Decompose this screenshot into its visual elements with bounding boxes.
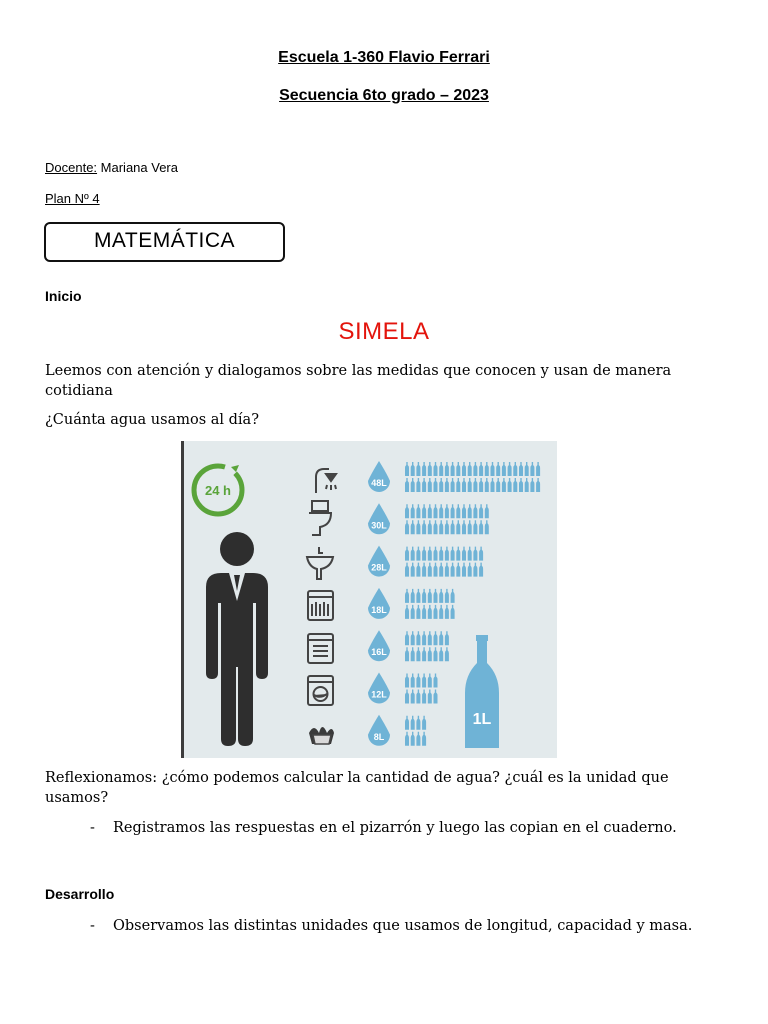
simela-heading: SIMELA bbox=[338, 318, 430, 345]
clock-label: 24 h bbox=[204, 483, 232, 498]
plan-number: Plan Nº 4 bbox=[45, 191, 100, 206]
drop-label: 28L bbox=[371, 562, 387, 573]
bottle-label: 1L bbox=[472, 711, 492, 728]
drop-label: 16L bbox=[371, 647, 387, 658]
bullet-registramos bbox=[90, 818, 677, 838]
teacher-line bbox=[45, 160, 178, 175]
drop-label: 12L bbox=[371, 689, 387, 700]
bullet-observamos bbox=[90, 916, 692, 936]
teacher-name: Mariana Vera bbox=[100, 160, 178, 175]
school-title: Escuela 1-360 Flavio Ferrari bbox=[278, 49, 490, 66]
water-usage-infographic bbox=[181, 441, 557, 758]
question-paragraph: ¿Cuánta agua usamos al día? bbox=[45, 412, 259, 428]
section-inicio: Inicio bbox=[45, 288, 82, 304]
teacher-label: Docente: bbox=[45, 160, 98, 175]
photo-edge-left bbox=[181, 441, 184, 758]
subject-title: MATEMÁTICA bbox=[93, 229, 236, 252]
section-desarrollo: Desarrollo bbox=[45, 886, 115, 902]
drop-label: 18L bbox=[371, 604, 387, 615]
bullet-text: Registramos las respuestas en el pizarrón y luego las copian en el cuaderno. bbox=[113, 820, 677, 836]
plant-icon bbox=[309, 727, 334, 744]
drop-label: 48L bbox=[371, 478, 387, 488]
drop-label: 30L bbox=[371, 520, 387, 531]
intro-paragraph: Leemos con atención y dialogamos sobre las medidas que conocen y usan de manera cotidiana bbox=[45, 363, 672, 399]
reflection-paragraph: Reflexionamos: ¿cómo podemos calcular la cantidad de agua? ¿cuál es la unidad que usamos? bbox=[45, 770, 669, 806]
sequence-title: Secuencia 6to grado – 2023 bbox=[279, 87, 489, 104]
bullet-text: Observamos las distintas unidades que usamos de longitud, capacidad y masa. bbox=[113, 918, 693, 934]
bullet-dash: - bbox=[90, 820, 95, 836]
drop-label: 8L bbox=[373, 731, 385, 742]
bullet-dash: - bbox=[90, 918, 95, 934]
